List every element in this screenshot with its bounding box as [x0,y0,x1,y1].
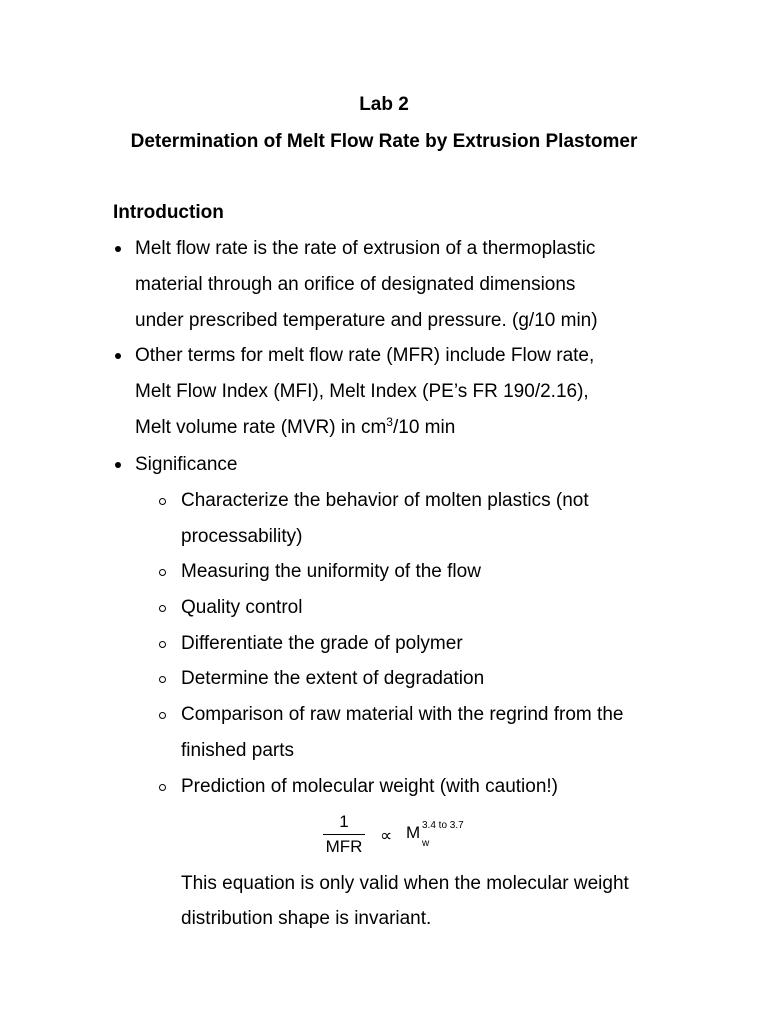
circle-bullet-icon [159,569,166,576]
sub-item-line: Determine the extent of degradation [181,668,485,689]
note-line2: distribution shape is invariant. [181,908,432,929]
note-line1: This equation is only valid when the molecular weight [181,873,629,894]
page-subtitle: Determination of Melt Flow Rate by Extrusion Plastomer [130,131,638,152]
circle-bullet-icon [159,641,166,648]
equation-denominator: MFR [325,837,363,856]
bullet3-label: Significance [135,454,238,475]
circle-bullet-icon [159,712,166,719]
sub-item-line: Differentiate the grade of polymer [181,633,463,654]
equation-superscript: 3.4 to 3.7 [422,820,464,831]
bullet1-line2: material through an orifice of designated dimensions [135,274,576,295]
bullet1-line3: under prescribed temperature and pressure. (g/10 min) [135,310,598,331]
sub-item-line: processability) [181,526,303,547]
proportional-symbol: ∝ [380,826,393,845]
bullet2-line1: Other terms for melt flow rate (MFR) include Flow rate, [135,345,595,366]
circle-bullet-icon [159,605,166,612]
bullet-icon [115,462,121,468]
equation-base: M [406,823,421,842]
circle-bullet-icon [159,498,166,505]
bullet-icon [115,353,121,359]
page-title: Lab 2 [359,94,409,115]
sub-item-line: finished parts [181,740,295,761]
bullet2-line2: Melt Flow Index (MFI), Melt Index (PE’s FR 190/2.16), [135,381,589,402]
circle-bullet-icon [159,676,166,683]
section-heading: Introduction [113,202,224,223]
sub-item-line: Prediction of molecular weight (with caution!) [181,776,559,797]
bullet1-line1: Melt flow rate is the rate of extrusion of a thermoplastic [135,238,596,259]
equation-subscript: w [422,838,430,849]
equation-fraction [321,810,367,859]
sub-item-line: Comparison of raw material with the regrind from the [181,704,624,725]
sub-item-line: Characterize the behavior of molten plastics (not [181,490,589,511]
sub-item-line: Quality control [181,597,303,618]
sub-item-line: Measuring the uniformity of the flow [181,561,481,582]
circle-bullet-icon [159,784,166,791]
bullet-icon [115,246,121,252]
bullet2-line3: Melt volume rate (MVR) in $cm^3/10$ min [135,415,456,438]
equation-numerator: 1 [339,812,349,831]
